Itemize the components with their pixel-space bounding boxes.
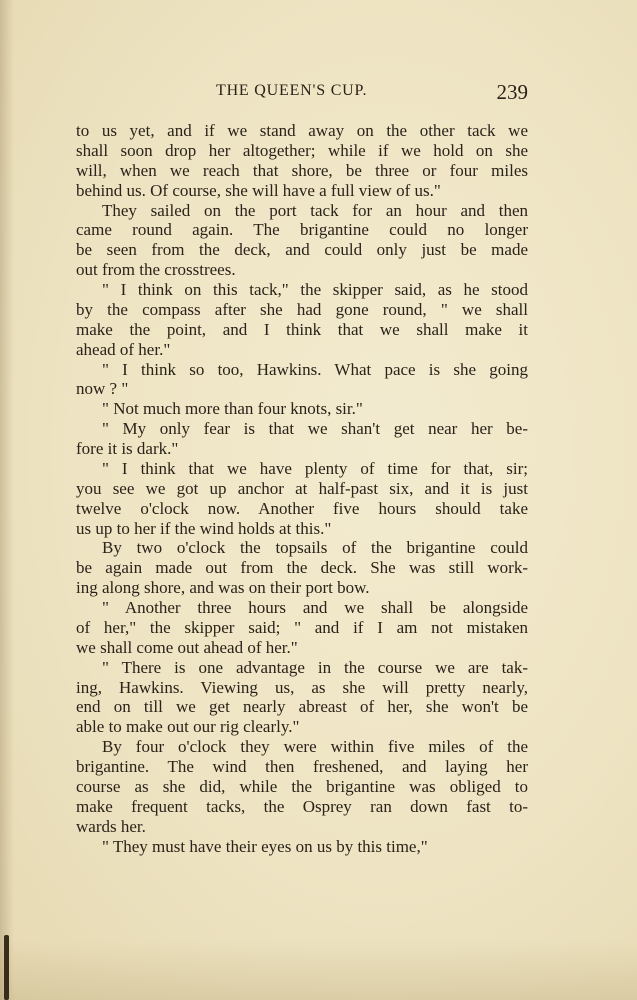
text-line: shall soon drop her altogether; while if we hold on she: [76, 140, 528, 160]
text-line: " I think on this tack," the skipper said, as he stood: [102, 280, 528, 299]
text-line: " My only fear is that we shan't get near her be-: [102, 419, 528, 439]
text-line: brigantine. The wind then freshened, and laying her: [76, 757, 528, 776]
text-line: you see we got up anchor at half-past six, and it is just: [76, 478, 528, 498]
running-title: THE QUEEN'S CUP.: [216, 82, 368, 99]
text-line: out from the crosstrees.: [76, 260, 236, 280]
text-line: us up to her if the wind holds at this.": [76, 518, 332, 538]
page-number: 239: [496, 80, 528, 104]
text-line: By two o'clock the topsails of the brigantine could: [102, 538, 528, 558]
text-line: came round again. The brigantine could no longer: [76, 220, 528, 240]
text-line: They sailed on the port tack for an hour and then: [102, 200, 528, 220]
text-line: " I think that we have plenty of time for that, sir;: [102, 458, 528, 478]
text-line: be again made out from the deck. She was still work-: [76, 558, 528, 578]
text-line: to us yet, and if we stand away on the other tack we: [76, 121, 528, 140]
text-line: " Not much more than four knots, sir.": [102, 399, 363, 419]
body-text: [76, 121, 528, 856]
text-line: we shall come out ahead of her.": [76, 637, 298, 657]
text-line: end on till we get nearly abreast of her, she won't be: [76, 697, 528, 717]
text-line: make the point, and I think that we shall make it: [76, 319, 528, 339]
text-line: able to make out our rig clearly.": [76, 717, 300, 737]
text-line: twelve o'clock now. Another five hours should take: [76, 498, 528, 518]
text-line: will, when we reach that shore, be three or four miles: [76, 160, 528, 180]
text-line: be seen from the deck, and could only just be made: [76, 240, 528, 260]
text-line: By four o'clock they were within five miles of the: [102, 737, 528, 757]
text-line: course as she did, while the brigantine was obliged to: [76, 776, 528, 796]
text-line: " They must have their eyes on us by this time,": [102, 836, 428, 856]
text-line: by the compass after she had gone round, " we shall: [76, 299, 528, 319]
text-line: ing, Hawkins. Viewing us, as she will pretty nearly,: [76, 677, 528, 697]
text-line: wards her.: [76, 816, 146, 836]
text-line: " There is one advantage in the course we are tak-: [102, 657, 528, 677]
running-head: [76, 82, 528, 106]
text-line: " I think so too, Hawkins. What pace is she going: [102, 359, 528, 379]
text-line: now ? ": [76, 379, 129, 399]
text-line: of her," the skipper said; " and if I am not mistaken: [76, 617, 528, 637]
text-line: " Another three hours and we shall be alongside: [102, 598, 528, 617]
text-line: ing along shore, and was on their port bow.: [76, 578, 370, 598]
text-line: fore it is dark.": [76, 439, 179, 458]
binding-mark: [4, 935, 9, 1000]
text-line: make frequent tacks, the Osprey ran down fast to-: [76, 796, 528, 816]
text-line: behind us. Of course, she will have a full view of us.": [76, 180, 441, 200]
page-bottom-shadow: [0, 940, 637, 1000]
page-edge-shadow: [0, 0, 14, 1000]
text-line: ahead of her.": [76, 339, 171, 359]
